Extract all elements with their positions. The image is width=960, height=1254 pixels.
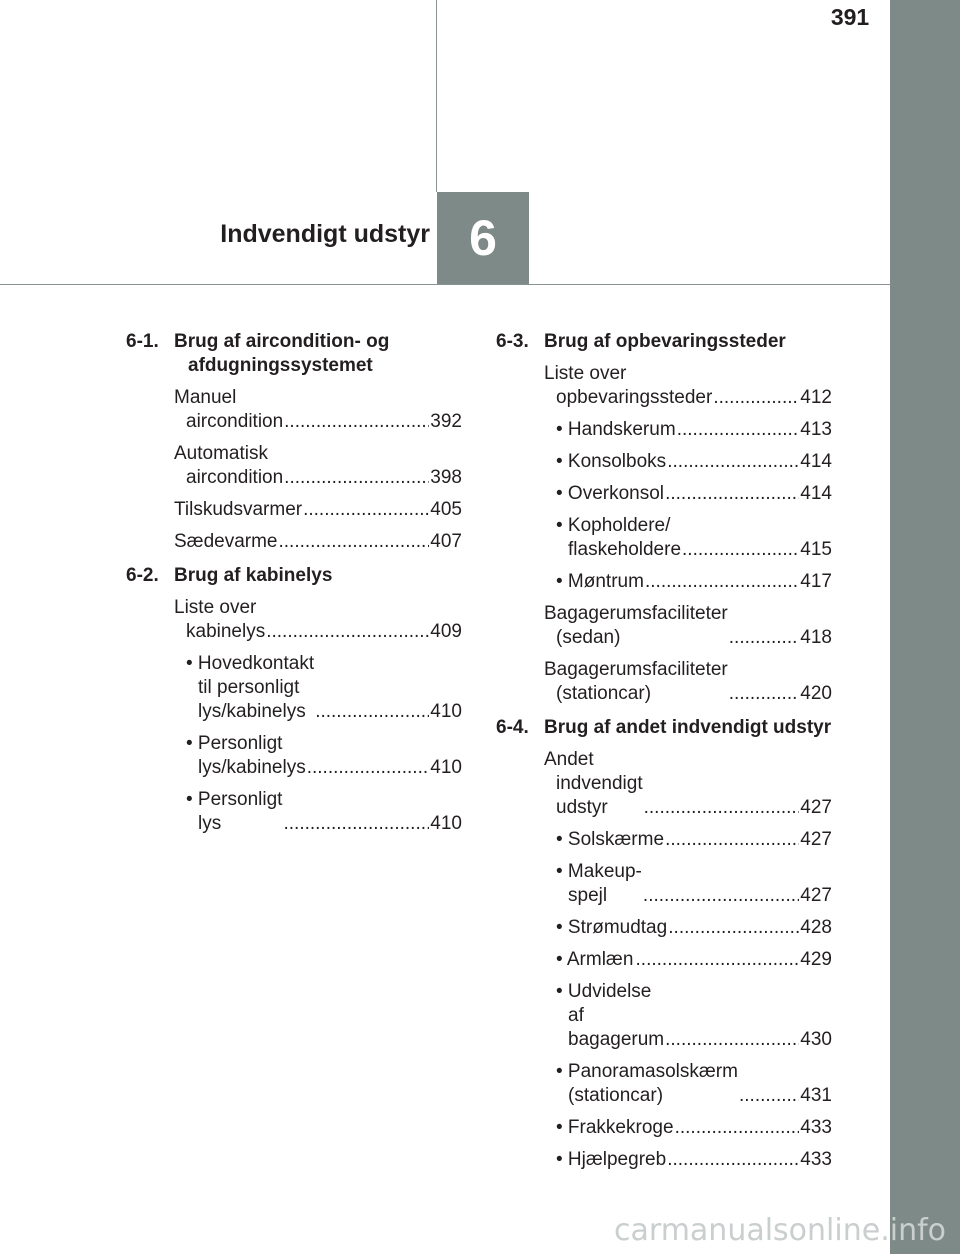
entry-label: • Konsolboks <box>556 451 667 472</box>
toc-entry[interactable] <box>544 362 832 410</box>
entry-page-number: 410 <box>430 813 462 834</box>
entry-label: Manuel aircondition <box>174 387 284 432</box>
header-divider <box>0 284 890 285</box>
entry-label: • Armlæn <box>556 949 634 970</box>
toc-subentry[interactable] <box>544 1116 832 1140</box>
toc-subentry[interactable] <box>544 450 832 474</box>
entry-label: • Hjælpegreb <box>556 1149 667 1170</box>
toc-subentry[interactable] <box>544 1060 832 1108</box>
entry-page-number: 429 <box>800 949 832 970</box>
dot-leader <box>315 700 429 724</box>
chapter-number-box: 6 <box>437 192 529 284</box>
toc-entry[interactable] <box>174 596 462 644</box>
entry-label: • Frakkekroge <box>556 1117 674 1138</box>
section-number: 6-1. <box>126 331 159 352</box>
entry-page-number: 418 <box>800 627 832 648</box>
entry-label: • Personligt lys/kabinelys <box>186 733 306 778</box>
entry-label: • Hovedkontakt til personligt lys/kabinelys <box>186 653 315 722</box>
entry-page-number: 407 <box>430 531 462 552</box>
toc-entry[interactable] <box>544 658 832 706</box>
toc-subentry[interactable] <box>544 570 832 594</box>
section-title[interactable]: Brug af andet indvendigt udstyr <box>544 717 832 738</box>
entry-page-number: 420 <box>800 683 832 704</box>
toc-right-column <box>496 330 832 1182</box>
entry-page-number: 433 <box>800 1117 832 1138</box>
entry-label: Bagagerumsfaciliteter (stationcar) <box>544 659 728 704</box>
entry-label: • Strømudtag <box>556 917 668 938</box>
dot-leader <box>284 466 429 490</box>
dot-leader <box>307 756 430 780</box>
entry-page-number: 431 <box>800 1085 832 1106</box>
toc-subentry[interactable] <box>174 732 462 780</box>
entry-page-number: 414 <box>800 451 832 472</box>
toc-subentry[interactable] <box>544 514 832 562</box>
dot-leader <box>665 1028 799 1052</box>
toc-subentry[interactable] <box>544 980 832 1052</box>
dot-leader <box>677 418 800 442</box>
entry-page-number: 410 <box>430 701 462 722</box>
toc-entry[interactable] <box>174 530 462 554</box>
toc-section <box>126 330 462 554</box>
entry-page-number: 433 <box>800 1149 832 1170</box>
entry-page-number: 427 <box>800 797 832 818</box>
entry-label: Liste over kabinelys <box>174 597 266 642</box>
section-title[interactable]: Brug af kabinelys <box>174 565 333 586</box>
entry-label: • Handskerum <box>556 419 676 440</box>
chapter-side-strip <box>890 0 960 1254</box>
dot-leader <box>284 410 429 434</box>
dot-leader <box>675 1116 800 1140</box>
toc-subentry[interactable] <box>174 652 462 724</box>
entry-label: Tilskudsvarmer <box>174 499 303 520</box>
dot-leader <box>279 530 430 554</box>
toc-subentry[interactable] <box>544 916 832 940</box>
toc-subentry[interactable] <box>544 860 832 908</box>
page-number: 391 <box>830 4 870 30</box>
entry-page-number: 398 <box>430 467 462 488</box>
dot-leader <box>729 682 800 706</box>
entry-page-number: 413 <box>800 419 832 440</box>
toc-entry[interactable] <box>174 442 462 490</box>
entry-page-number: 392 <box>430 411 462 432</box>
entry-page-number: 427 <box>800 829 832 850</box>
entry-label: Andet indvendigt udstyr <box>544 749 643 818</box>
dot-leader <box>665 828 799 852</box>
section-number: 6-4. <box>496 717 529 738</box>
dot-leader <box>682 538 799 562</box>
entry-page-number: 415 <box>800 539 832 560</box>
entry-page-number: 405 <box>430 499 462 520</box>
entry-page-number: 417 <box>800 571 832 592</box>
entry-page-number: 410 <box>430 757 462 778</box>
dot-leader <box>645 570 799 594</box>
dot-leader <box>667 1148 799 1172</box>
entry-page-number: 428 <box>800 917 832 938</box>
entry-page-number: 414 <box>800 483 832 504</box>
dot-leader <box>266 620 429 644</box>
dot-leader <box>665 482 799 506</box>
dot-leader <box>303 498 429 522</box>
entry-label: • Panoramasolskærm (stationcar) <box>556 1061 738 1106</box>
toc-subentry[interactable] <box>544 418 832 442</box>
entry-label: • Møntrum <box>556 571 644 592</box>
toc-entry[interactable] <box>174 386 462 434</box>
entry-page-number: 427 <box>800 885 832 906</box>
chapter-title: Indvendigt udstyr <box>220 220 430 248</box>
dot-leader <box>667 450 799 474</box>
entry-label: • Makeup-spejl <box>556 861 642 906</box>
toc-entry[interactable] <box>544 748 832 820</box>
toc-subentry[interactable] <box>544 828 832 852</box>
entry-label: • Overkonsol <box>556 483 665 504</box>
toc-subentry[interactable] <box>544 948 832 972</box>
toc-section <box>496 330 832 706</box>
section-number: 6-2. <box>126 565 159 586</box>
entry-label: Automatisk aircondition <box>174 443 284 488</box>
dot-leader <box>644 796 800 820</box>
dot-leader <box>283 812 429 836</box>
toc-subentry[interactable] <box>544 1148 832 1172</box>
entry-label: • Udvidelse af bagagerum <box>556 981 665 1050</box>
toc-left-column <box>126 330 462 846</box>
entry-label: • Kopholdere/ flaskeholdere <box>556 515 682 560</box>
toc-subentry[interactable] <box>544 482 832 506</box>
dot-leader <box>739 1084 799 1108</box>
vertical-divider <box>436 0 437 192</box>
entry-label: Sædevarme <box>174 531 278 552</box>
entry-label: • Personligt lys <box>186 789 283 834</box>
toc-entry[interactable] <box>174 498 462 522</box>
entry-page-number: 430 <box>800 1029 832 1050</box>
dot-leader <box>636 948 800 972</box>
dot-leader <box>643 884 799 908</box>
section-number: 6-3. <box>496 331 529 352</box>
entry-label: Liste over opbevaringssteder <box>544 363 713 408</box>
entry-label: Bagagerumsfaciliteter (sedan) <box>544 603 728 648</box>
entry-page-number: 412 <box>800 387 832 408</box>
watermark: carmanualsonline.info <box>614 1213 946 1248</box>
section-title[interactable]: Brug af aircondition- og afdugningssystemet <box>174 331 390 376</box>
dot-leader <box>713 386 799 410</box>
toc-subentry[interactable] <box>174 788 462 836</box>
section-title[interactable]: Brug af opbevaringssteder <box>544 331 786 352</box>
toc-section <box>126 564 462 836</box>
dot-leader <box>668 916 799 940</box>
entry-page-number: 409 <box>430 621 462 642</box>
toc-section <box>496 716 832 1172</box>
dot-leader <box>729 626 800 650</box>
entry-label: • Solskærme <box>556 829 665 850</box>
toc-entry[interactable] <box>544 602 832 650</box>
